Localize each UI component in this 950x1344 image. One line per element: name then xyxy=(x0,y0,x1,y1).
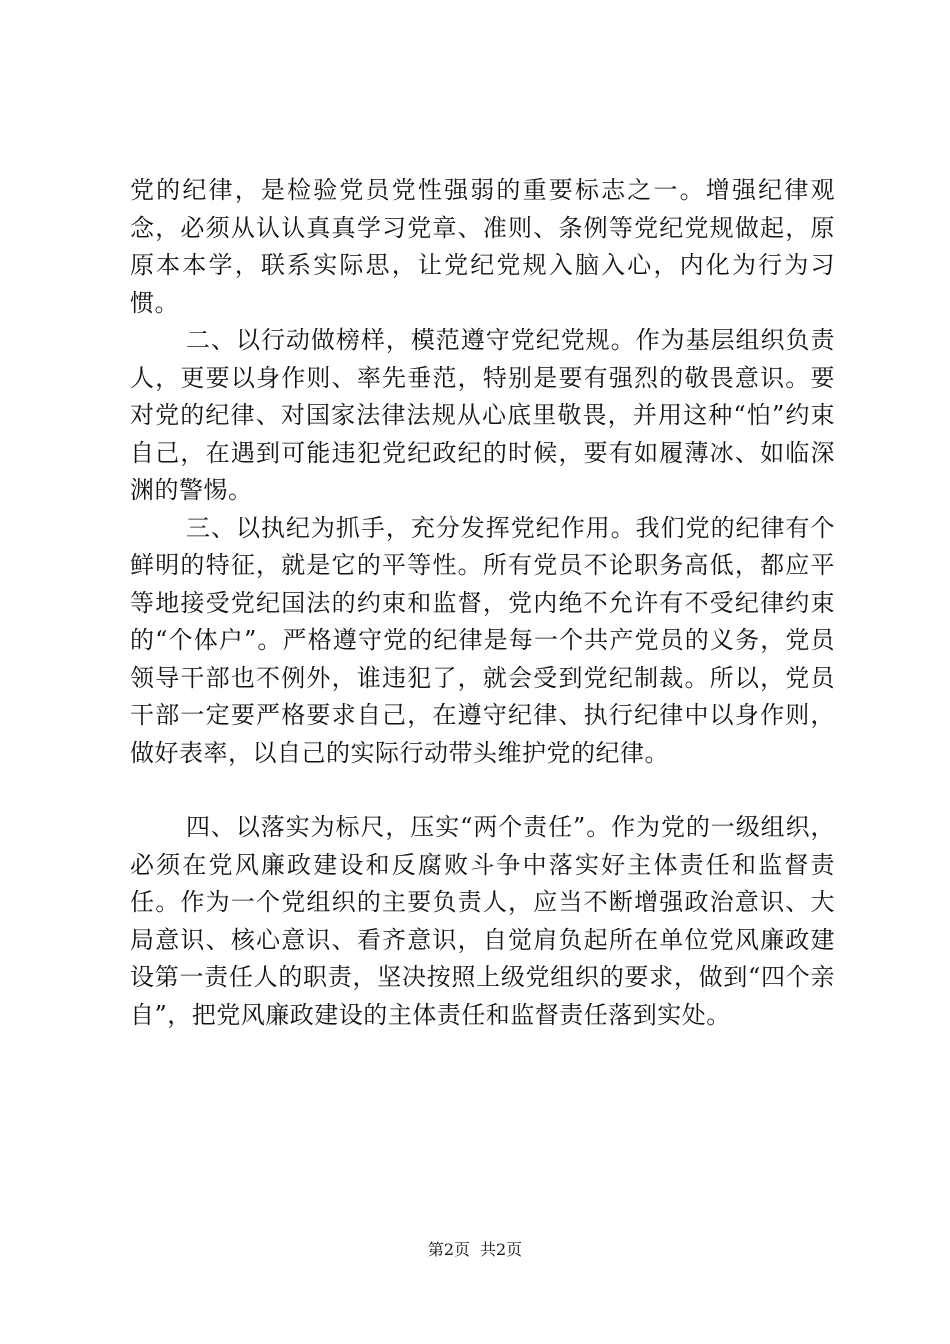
paragraph-continued: 党的纪律，是检验党员党性强弱的重要标志之一。增强纪律观念，必须从认认真真学习党章、准则、条例等党纪党规做起，原原本本学，联系实际思，让党纪党规入脑入心，内化为行为习惯。 xyxy=(130,176,835,317)
paragraph-section-three: 三、以执纪为抓手，充分发挥党纪作用。我们党的纪律有个鲜明的特征，就是它的平等性。所有党员不论职务高低，都应平等地接受党纪国法的约束和监督，党内绝不允许有不受纪律约束的“个体户”。严格遵守党的纪律是每一个共产党员的义务，党员领导干部也不例外，谁违犯了，就会受到党纪制裁。所以，党员干部一定要严格要求自己，在遵守纪律、执行纪律中以身作则，做好表率，以自己的实际行动带头维护党的纪律。 xyxy=(130,513,835,767)
page-number: 第2页 xyxy=(427,1240,470,1259)
paragraph-spacer xyxy=(130,772,835,809)
paragraph-section-two: 二、以行动做榜样，模范遵守党纪党规。作为基层组织负责人，更要以身作则、率先垂范，特别是要有强烈的敬畏意识。要对党的纪律、对国家法律法规从心底里敬畏，并用这种“怕”约束自己，在遇到可能违犯党纪政纪的时候，要有如履薄冰、如临深渊的警惕。 xyxy=(130,326,835,504)
paragraph-section-four: 四、以落实为标尺，压实“两个责任”。作为党的一级组织，必须在党风廉政建设和反腐败斗争中落实好主体责任和监督责任。作为一个党组织的主要负责人，应当不断增强政治意识、大局意识、核心意识、看齐意识，自觉肩负起所在单位党风廉政建设第一责任人的职责，坚决按照上级党组织的要求，做到“四个亲自”，把党风廉政建设的主体责任和监督责任落到实处。 xyxy=(130,813,835,1029)
document-body xyxy=(130,172,835,1034)
page-footer xyxy=(0,1240,950,1260)
page-total: 共2页 xyxy=(480,1240,523,1259)
